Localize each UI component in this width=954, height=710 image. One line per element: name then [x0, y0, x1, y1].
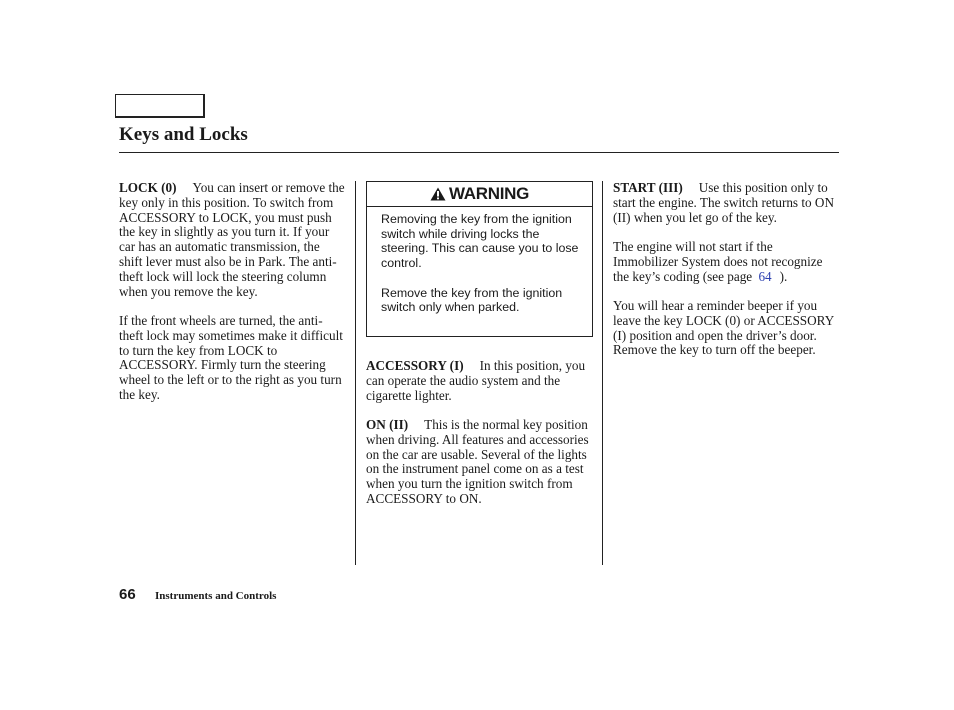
section-tab-box — [115, 94, 205, 118]
accessory-paragraph — [366, 359, 598, 403]
on-text: This is the normal key position when driving. All features and accessories on the car are usable. Several of the lights on the instrument panel come on as a test when you turn the ignition switch from ACCESSORY to ON. — [366, 416, 589, 506]
page-number: 66 — [119, 586, 136, 603]
immobilizer-text: The engine will not start if the Immobilizer System does not recognize the key’s coding (see page — [613, 238, 823, 284]
accessory-term: ACCESSORY (I) — [366, 358, 464, 373]
accessory-text: In this position, you can operate the audio system and the cigarette lighter. — [366, 358, 586, 403]
beeper-paragraph: You will hear a reminder beeper if you leave the key LOCK (0) or ACCESSORY (I) position and open the driver’s door. Remove the key to turn off the beeper. — [613, 297, 834, 358]
front-wheels-paragraph: If the front wheels are turned, the anti-theft lock may sometimes make it difficult to turn the key from LOCK to ACCESSORY. Firmly turn the steering wheel to the left or to the right as you turn the key. — [119, 312, 343, 402]
lock-term: LOCK (0) — [119, 180, 177, 195]
warning-header — [367, 182, 592, 207]
on-paragraph — [366, 418, 598, 507]
lock-text: You can insert or remove the key only in this position. To switch from ACCESSORY to LOCK, you must push the key in slightly as you turn it. If your car has an automatic transmission, the shift lever must also be in Park. The anti-theft lock will lock the steering column when you remove the key. — [119, 180, 345, 299]
column-divider-left — [355, 181, 356, 565]
start-paragraph — [613, 181, 841, 225]
page-title: Keys and Locks — [119, 124, 248, 145]
warning-title: WARNING — [448, 184, 530, 203]
on-term: ON (II) — [366, 416, 409, 432]
column-divider-right — [602, 181, 603, 565]
warning-box — [366, 181, 593, 337]
page-reference-link[interactable]: 64 — [758, 268, 772, 284]
start-term: START (III) — [613, 180, 683, 195]
immobilizer-text-end: ). — [779, 268, 788, 284]
lock-paragraph — [119, 181, 345, 299]
immobilizer-paragraph — [613, 240, 841, 284]
column-middle — [366, 359, 598, 521]
warning-body — [381, 212, 586, 330]
column-right — [613, 181, 841, 373]
column-left — [119, 181, 345, 417]
warning-text-2: Remove the key from the ignition switch only when parked. — [381, 285, 563, 315]
warning-text-1: Removing the key from the ignition switch while driving locks the steering. This can cause you to lose control. — [381, 212, 579, 271]
section-name: Instruments and Controls — [155, 590, 277, 602]
warning-triangle-icon — [430, 187, 446, 201]
title-divider — [119, 152, 839, 153]
start-text: Use this position only to start the engine. The switch returns to ON (II) when you let go of the key. — [613, 180, 834, 225]
